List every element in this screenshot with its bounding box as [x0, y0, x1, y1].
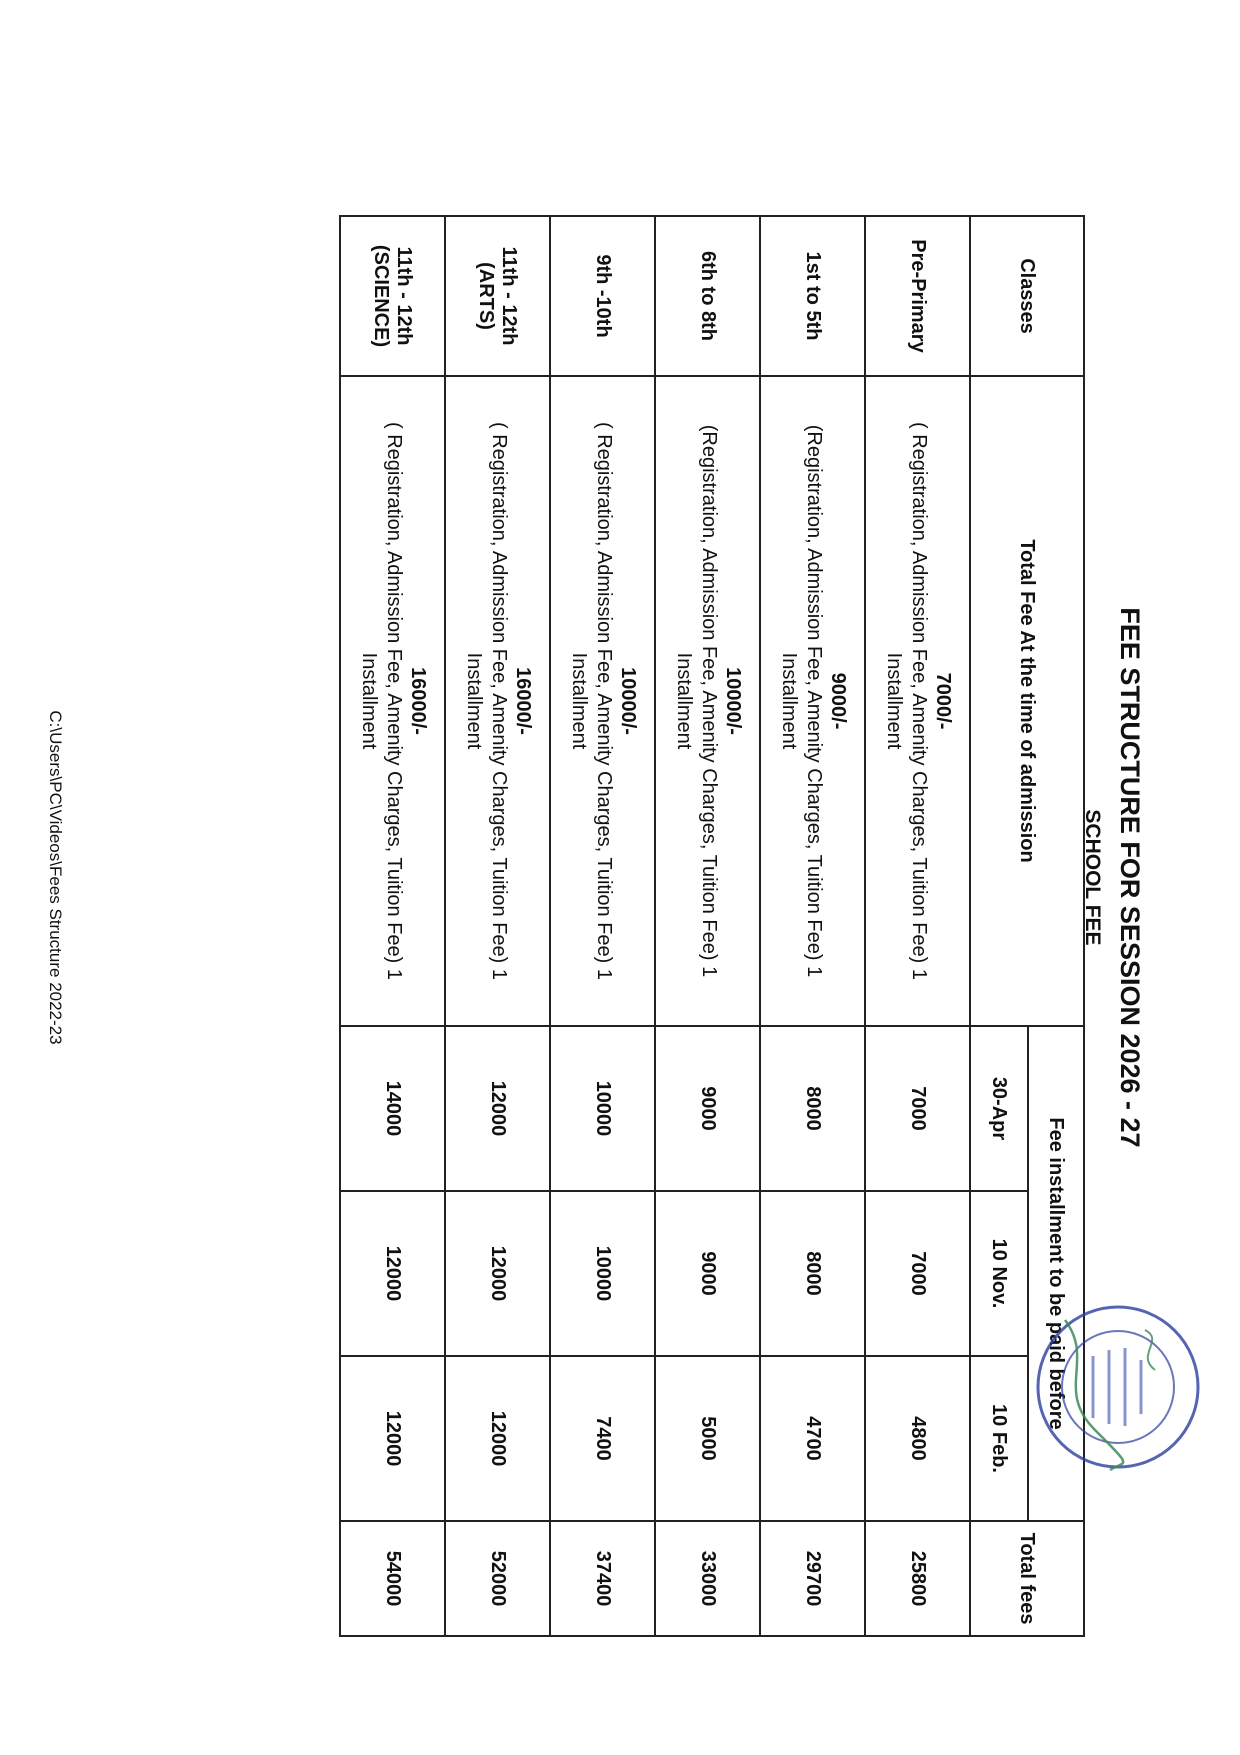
- installment-3-cell: 4700: [760, 1356, 865, 1521]
- admission-description: ( Registration, Admission Fee, Amenity Charges, Tuition Fee) 1 Installment: [463, 421, 510, 981]
- class-cell: 6th to 8th: [655, 216, 760, 376]
- admission-amount: 7000/-: [932, 672, 954, 730]
- table-row: [865, 216, 970, 1636]
- installment-1-cell: 8000: [760, 1026, 865, 1191]
- installment-1-cell: 12000: [445, 1026, 550, 1191]
- installment-1-cell: 10000: [550, 1026, 655, 1191]
- fee-table: [339, 215, 1085, 1637]
- installment-3-cell: 12000: [445, 1356, 550, 1521]
- total-fees-cell: 52000: [445, 1521, 550, 1636]
- admission-amount: 9000/-: [827, 672, 849, 730]
- admission-description: (Registration, Admission Fee, Amenity Charges, Tuition Fee) 1 Installment: [778, 424, 825, 978]
- admission-description: ( Registration, Admission Fee, Amenity Charges, Tuition Fee) 1 Installment: [568, 421, 615, 981]
- admission-description: ( Registration, Admission Fee, Amenity Charges, Tuition Fee) 1 Installment: [358, 421, 405, 981]
- admission-fee-cell: [445, 376, 550, 1026]
- admission-amount: 10000/-: [617, 667, 639, 735]
- installment-2-cell: 10000: [550, 1191, 655, 1356]
- installment-2-cell: 12000: [445, 1191, 550, 1356]
- page-title: FEE STRUCTURE FOR SESSION 2026 - 27: [1115, 607, 1145, 1148]
- header-date-3: 10 Feb.: [970, 1356, 1028, 1521]
- installment-2-cell: 12000: [340, 1191, 445, 1356]
- installment-1-cell: 14000: [340, 1026, 445, 1191]
- admission-amount: 10000/-: [722, 667, 744, 735]
- file-path-footer: C:\Users\PC\Videos\Fees Structure 2022-23: [46, 710, 65, 1045]
- stamp-seal-icon: [1030, 1300, 1205, 1475]
- total-fees-cell: 54000: [340, 1521, 445, 1636]
- table-row: [445, 216, 550, 1636]
- header-classes: Classes: [970, 216, 1084, 376]
- header-date-2: 10 Nov.: [970, 1191, 1028, 1356]
- installment-2-cell: 8000: [760, 1191, 865, 1356]
- admission-fee-cell: [760, 376, 865, 1026]
- table-row: [340, 216, 445, 1636]
- header-total-fees: Total fees: [970, 1521, 1084, 1636]
- installment-1-cell: 7000: [865, 1026, 970, 1191]
- header-total-fee-at-admission: Total Fee At the time of admission: [970, 376, 1084, 1026]
- table-row: [550, 216, 655, 1636]
- installment-3-cell: 5000: [655, 1356, 760, 1521]
- admission-amount: 16000/-: [407, 667, 429, 735]
- installment-3-cell: 12000: [340, 1356, 445, 1521]
- class-cell: 1st to 5th: [760, 216, 865, 376]
- school-stamp: [1030, 1300, 1205, 1475]
- admission-fee-cell: [340, 376, 445, 1026]
- class-cell: Pre-Primary: [865, 216, 970, 376]
- admission-description: ( Registration, Admission Fee, Amenity Charges, Tuition Fee) 1 Installment: [883, 421, 930, 981]
- installment-3-cell: 7400: [550, 1356, 655, 1521]
- total-fees-cell: 25800: [865, 1521, 970, 1636]
- table-row: [760, 216, 865, 1636]
- table-row: [655, 216, 760, 1636]
- header-date-1: 30-Apr: [970, 1026, 1028, 1191]
- installment-2-cell: 7000: [865, 1191, 970, 1356]
- page-subtitle: SCHOOL FEE: [1081, 809, 1104, 946]
- admission-fee-cell: [865, 376, 970, 1026]
- admission-fee-cell: [655, 376, 760, 1026]
- class-cell: 9th -10th: [550, 216, 655, 376]
- header-installment-group: Fee installment to be paid before: [1028, 1026, 1084, 1521]
- total-fees-cell: 33000: [655, 1521, 760, 1636]
- class-cell: 11th - 12th (SCIENCE): [340, 216, 445, 376]
- installment-3-cell: 4800: [865, 1356, 970, 1521]
- installment-1-cell: 9000: [655, 1026, 760, 1191]
- admission-fee-cell: [550, 376, 655, 1026]
- admission-amount: 16000/-: [512, 667, 534, 735]
- admission-description: (Registration, Admission Fee, Amenity Charges, Tuition Fee) 1 Installment: [673, 424, 720, 978]
- installment-2-cell: 9000: [655, 1191, 760, 1356]
- class-cell: 11th - 12th (ARTS): [445, 216, 550, 376]
- total-fees-cell: 37400: [550, 1521, 655, 1636]
- total-fees-cell: 29700: [760, 1521, 865, 1636]
